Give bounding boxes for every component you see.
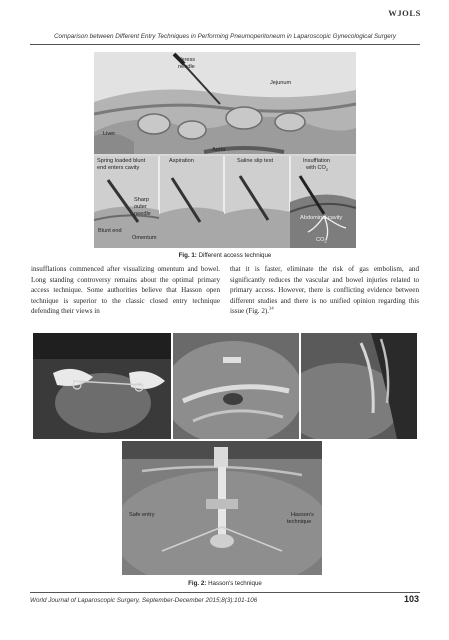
label-sharp-3: needle [134,211,151,217]
label-hassons-2: technique [287,519,312,525]
label-co2: $CO_2$ [316,237,327,245]
label-liver: Liver [103,131,116,137]
label-safe-entry: Safe entry [129,512,155,518]
figure-2-photo-hasson-cannula [122,441,322,575]
label-sharp-1: Sharp [134,197,149,203]
running-title: Comparison between Different Entry Techniques in Performing Pneumoperitoneum in Laparoscopic Gynecological Surgery [53,33,397,40]
label-veress-needle-1: Veress [178,57,196,63]
footer-citation: World Journal of Laparoscopic Surgery, September-December 2015;8(3):101-106 [30,597,258,604]
label-aorta: Aorta [212,147,226,153]
label-abdominal-cavity: Abdominal cavity [300,215,343,221]
figure-2-blank-right [322,441,417,575]
label-omentum: Omentum [132,235,157,241]
label-blunt-end: Blunt end [98,228,122,234]
label-aspiration: Aspiration [169,158,194,164]
body-left-column: insufflations commenced after visualizing omentum and bowel. Long standing controversy remains about the optimal primary access technique. Some authorities believe that Hasson open technique is superior to the classic closed entry technique defending their views in [31,265,220,316]
figure-2-photo-closeup [301,333,417,439]
footer-rule [30,592,420,593]
label-sharp-2: outer [134,204,147,210]
figure-2-caption: Fig. 2: Hasson's technique [188,580,262,587]
figure-2-photo-insertion [33,333,171,439]
body-right-column: that it is faster, eliminate the risk of gas embolism, and significantly reduces the vascular and bowel injuries related to primary access. However, there is conflicting evidence between different studies and there is no unified opinion regarding this issue (Fig. 2).$^{34}$ [230,265,419,316]
label-insufflation-1: Insufflation [303,158,330,164]
page-number: 103 [403,594,419,604]
label-insufflation-2: with $CO_2$ [306,165,329,173]
journal-abbreviation: WJOLS [388,8,421,18]
label-veress-needle-2: needle [178,64,195,70]
figure-2-photo-retractors [173,333,299,439]
label-saline-drip: Saline slip test [237,158,274,164]
label-spring-loaded-1: Spring loaded blunt [97,158,146,164]
label-spring-loaded-2: end enters cavity [97,165,140,171]
label-hassons-1: Hasson's [291,512,314,518]
figure-1-caption: Fig. 1: Different access technique [178,252,272,259]
header-rule [30,44,420,45]
label-jejunum: Jejunum [270,80,292,86]
figure-2-blank-left [33,441,122,575]
